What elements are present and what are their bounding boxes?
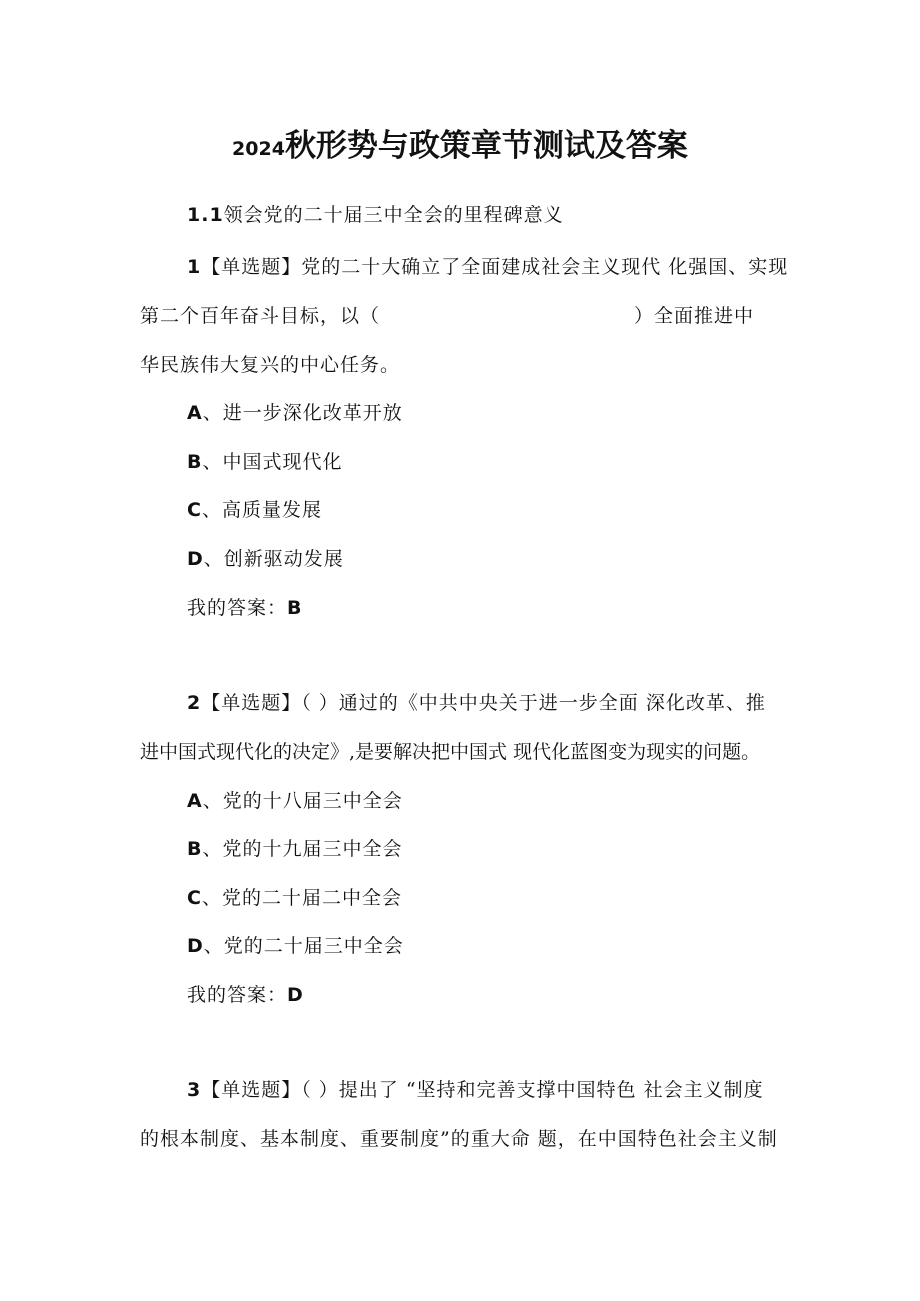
question-1-option-b	[187, 447, 343, 477]
option-letter: D	[187, 548, 204, 570]
question-1-option-d	[187, 544, 344, 574]
option-letter: B	[187, 838, 203, 860]
question-1-line-1	[187, 252, 788, 282]
option-text: 、党的二十届三中全会	[203, 935, 404, 957]
section-heading	[187, 200, 564, 230]
question-3-text-2: 的根本制度、基本制度、重要制度”的重大命 题，在中国特色社会主义制	[140, 1128, 778, 1150]
question-3-line-1	[187, 1075, 764, 1105]
question-2-text-2: 进中国式现代化的决定》,是要解决把中国式 现代化蓝图变为现实的问题。	[140, 741, 761, 763]
answer-label: 我的答案：	[187, 984, 288, 1006]
option-letter: C	[187, 499, 202, 521]
question-3-text-1: （ ）提出了 “坚持和完善支撑中国特色 社会主义制度	[301, 1079, 764, 1101]
option-letter: A	[187, 402, 203, 424]
question-1-text-1: 党的二十大确立了全面建成社会主义现代 化强国、实现	[301, 256, 789, 278]
section-title: 领会党的二十届三中全会的里程碑意义	[223, 204, 564, 226]
answer-value: D	[287, 984, 304, 1006]
question-2-answer	[187, 980, 304, 1010]
question-3-number: 3	[187, 1079, 202, 1101]
question-1-line-3	[140, 350, 400, 380]
question-1-text-3: ）全面推进中	[634, 305, 755, 327]
option-text: 、高质量发展	[201, 499, 322, 521]
answer-label: 我的答案：	[187, 597, 288, 619]
question-2-option-d	[187, 931, 404, 961]
option-letter: A	[187, 790, 203, 812]
question-2-line-1	[187, 688, 766, 718]
option-text: 、创新驱动发展	[203, 548, 344, 570]
option-text: 、中国式现代化	[202, 451, 343, 473]
title-year: 2024	[232, 138, 285, 160]
question-3-line-2	[140, 1124, 778, 1154]
option-text: 、进一步深化改革开放	[202, 402, 403, 424]
question-2-type: 【单选题】	[201, 692, 302, 714]
document-title	[0, 124, 920, 171]
question-1-text-2: 第二个百年奋斗目标，以（	[140, 305, 381, 327]
option-letter: D	[187, 935, 204, 957]
question-1-line-2b	[634, 301, 754, 331]
option-letter: C	[187, 887, 202, 909]
question-2-option-b	[187, 834, 403, 864]
question-2-text-1: （ ）通过的《中共中央关于进一步全面 深化改革、推	[301, 692, 766, 714]
question-1-line-2	[140, 301, 380, 331]
option-text: 、党的二十届二中全会	[201, 887, 402, 909]
option-letter: B	[187, 451, 203, 473]
question-2-line-2	[140, 737, 760, 767]
question-1-type: 【单选题】	[201, 256, 302, 278]
question-2-option-a	[187, 786, 403, 816]
title-text: 秋形势与政策章节测试及答案	[284, 128, 688, 164]
option-text: 、党的十九届三中全会	[202, 838, 403, 860]
section-number: 1.1	[187, 204, 224, 226]
answer-value: B	[287, 597, 303, 619]
question-1-number: 1	[187, 256, 202, 278]
option-text: 、党的十八届三中全会	[202, 790, 403, 812]
question-1-answer	[187, 593, 303, 623]
question-2-option-c	[187, 883, 402, 913]
question-3-type: 【单选题】	[201, 1079, 302, 1101]
question-1-text-4: 华民族伟大复兴的中心任务。	[140, 354, 401, 376]
question-1-option-a	[187, 398, 403, 428]
question-1-option-c	[187, 495, 322, 525]
question-2-number: 2	[187, 692, 202, 714]
